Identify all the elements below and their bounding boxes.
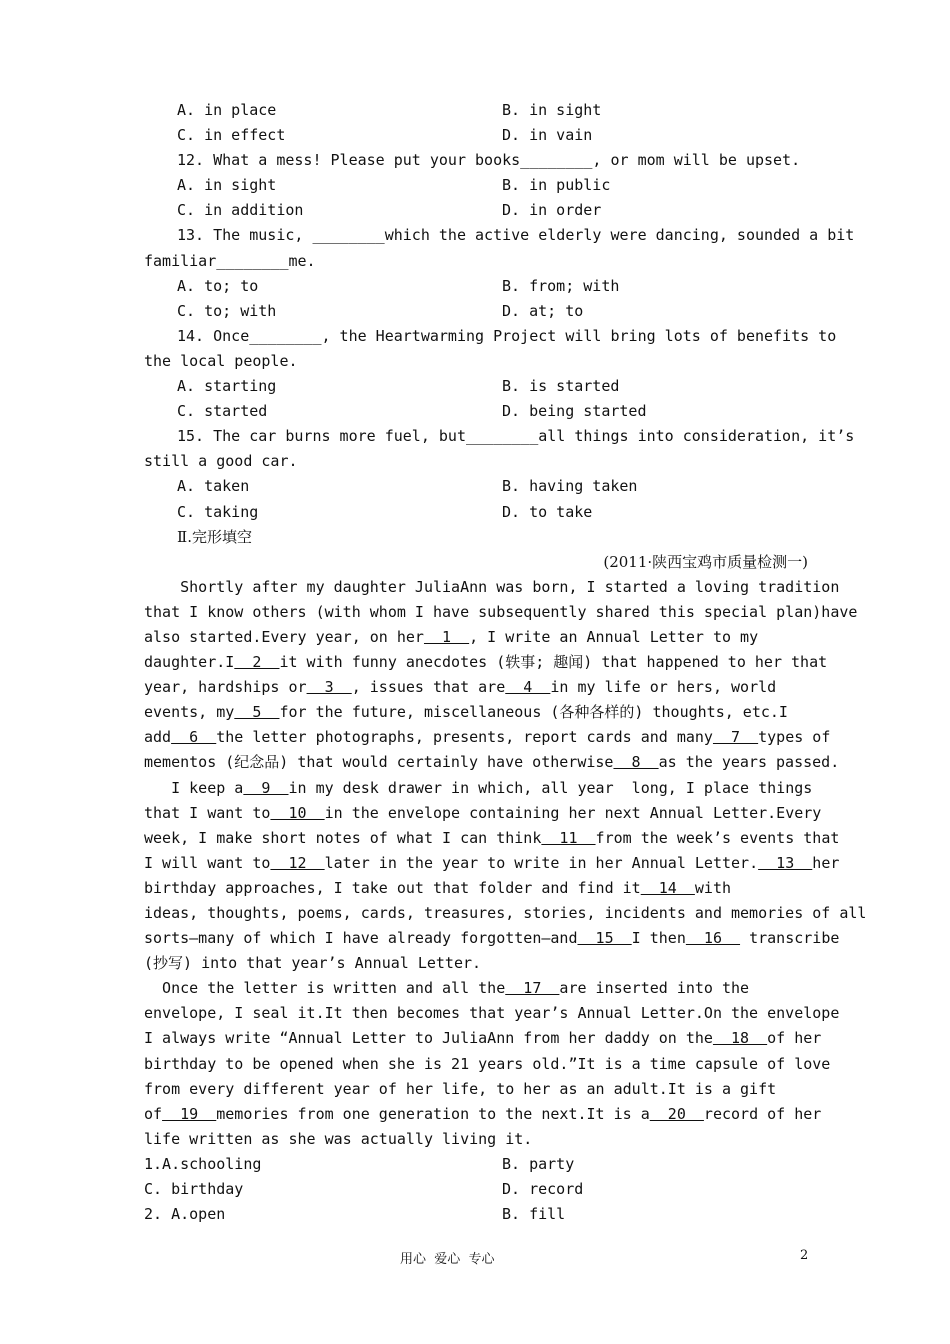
passage-text: events, my xyxy=(144,703,235,722)
passage-text: also started.Every year, on her xyxy=(144,627,424,646)
passage-text: transcribe xyxy=(740,929,840,948)
q14-options-row-1 xyxy=(144,374,808,399)
q13-option-a: A. to; to xyxy=(177,276,259,295)
passage-text: for the future, miscellaneous (各种各样的) thoughts, etc.I xyxy=(279,703,788,722)
answer-1-option-c: C. birthday xyxy=(144,1180,244,1199)
passage-line xyxy=(144,700,808,725)
passage-text: daughter.I xyxy=(144,653,235,672)
passage-text: envelope, I seal it.It then becomes that year’s Annual Letter.On the envelope xyxy=(144,1004,840,1023)
q13-options-row-2 xyxy=(144,299,808,324)
passage-line xyxy=(144,675,808,700)
passage-text: , I write an Annual Letter to my xyxy=(469,627,759,646)
passage-text: week, I make short notes of what I can think xyxy=(144,828,542,847)
passage-text: that I want to xyxy=(144,803,271,822)
q14-option-d: D. being started xyxy=(502,402,647,421)
passage-text: I will want to xyxy=(144,853,271,872)
passage-text: birthday to be opened when she is 21 years old.”It is a time capsule of love xyxy=(144,1054,831,1073)
q12-options-row-1 xyxy=(144,173,808,198)
passage-line xyxy=(144,926,840,951)
passage-text: from the week’s events that xyxy=(595,828,840,847)
passage-line xyxy=(144,876,808,901)
passage-line xyxy=(144,725,831,750)
cloze-blank: 15 xyxy=(577,929,632,948)
cloze-blank: 16 xyxy=(685,929,741,948)
q13-option-d: D. at; to xyxy=(502,301,584,320)
passage-line xyxy=(144,600,858,625)
passage-text: ideas, thoughts, poems, cards, treasures, stories, incidents and memories of all xyxy=(144,904,867,922)
passage-line xyxy=(144,1001,840,1026)
q15-option-a: A. taken xyxy=(177,477,250,496)
passage-text: I always write “Annual Letter to JuliaAnn from her daddy on the xyxy=(144,1029,713,1048)
q11-option-d: D. in vain xyxy=(502,126,593,145)
passage-line xyxy=(144,776,813,801)
section-title: Ⅱ.完形填空 xyxy=(177,527,252,546)
q12-option-b: B. in public xyxy=(502,176,611,195)
passage-text: in the envelope containing her next Annual Letter.Every xyxy=(324,803,822,822)
passage-text: of her xyxy=(767,1029,822,1048)
cloze-blank: 3 xyxy=(306,678,352,697)
cloze-blank: 20 xyxy=(649,1104,704,1123)
passage-line xyxy=(144,851,840,876)
q12-option-d: D. in order xyxy=(502,201,602,220)
passage-text: sorts—many of which I have already forgotten—and xyxy=(144,929,578,948)
document-page xyxy=(144,98,867,1227)
passage-text: record of her xyxy=(703,1104,822,1123)
q11-option-c: C. in effect xyxy=(177,126,286,145)
passage-text: birthday approaches, I take out that folder and find it xyxy=(144,878,641,897)
answer-1-option-d: D. record xyxy=(502,1180,584,1199)
q11-option-a: A. in place xyxy=(177,101,277,119)
cloze-blank: 12 xyxy=(270,853,325,872)
passage-text: from every different year of her life, to her as an adult.It is a gift xyxy=(144,1079,777,1098)
passage-text: it with funny anecdotes (轶事; 趣闻) that happened to her that xyxy=(279,653,828,672)
q11-options-row-2 xyxy=(144,123,808,148)
q12-option-c: C. in addition xyxy=(177,201,304,220)
passage-line xyxy=(144,1127,808,1152)
q13-options-row-1 xyxy=(144,274,808,299)
passage-line xyxy=(144,1026,822,1051)
q13-option-b: B. from; with xyxy=(502,276,620,295)
answer-1-row-1 xyxy=(144,1152,808,1177)
cloze-blank: 11 xyxy=(541,828,596,847)
cloze-blank: 17 xyxy=(505,979,560,998)
passage-text: memories from one generation to the next.It is a xyxy=(216,1104,650,1123)
page-number: 2 xyxy=(800,1248,809,1263)
q14-option-b: B. is started xyxy=(502,377,620,396)
source-citation: (2011·陕西宝鸡市质量检测一) xyxy=(603,552,808,571)
passage-text: mementos (纪念品) that would certainly have otherwise xyxy=(144,753,614,772)
cloze-blank: 19 xyxy=(162,1104,217,1123)
cloze-blank: 7 xyxy=(712,728,759,747)
passage-text: in my desk drawer in which, all year long, I place things xyxy=(288,778,813,797)
q12-option-a: A. in sight xyxy=(177,176,277,195)
cloze-blank: 1 xyxy=(423,627,470,646)
q15-stem-line2: still a good car. xyxy=(144,452,298,471)
q13-stem-line1: 13. The music, ________which the active elderly were dancing, sounded a bit xyxy=(177,226,855,245)
passage-text: are inserted into the xyxy=(559,979,750,998)
passage-text: of xyxy=(144,1104,163,1123)
passage-text: year, hardships or xyxy=(144,678,307,697)
passage-text: I keep a xyxy=(144,778,244,797)
passage-line xyxy=(144,650,828,675)
answer-1-option-a: 1.A.schooling xyxy=(144,1154,262,1173)
q13-stem-line2: familiar________me. xyxy=(144,251,316,270)
passage-line xyxy=(144,625,808,650)
answer-1-option-b: B. party xyxy=(502,1154,575,1173)
passage-text: Once the letter is written and all the xyxy=(144,979,506,998)
cloze-blank: 18 xyxy=(712,1029,768,1048)
q12-stem: 12. What a mess! Please put your books________, or mom will be upset. xyxy=(177,151,801,170)
passage-text: I then xyxy=(631,929,686,948)
q11-option-b: B. in sight xyxy=(502,101,602,119)
answer-2-option-b: B. fill xyxy=(502,1205,566,1224)
answer-1-row-2 xyxy=(144,1177,808,1202)
q15-options-row-2 xyxy=(144,500,808,525)
answer-2-row-1 xyxy=(144,1202,808,1227)
q14-options-row-2 xyxy=(144,399,808,424)
passage-line xyxy=(144,801,822,826)
q15-option-c: C. taking xyxy=(177,502,259,521)
passage-line xyxy=(144,901,867,926)
cloze-blank: 13 xyxy=(758,853,813,872)
q13-option-c: C. to; with xyxy=(177,301,277,320)
q11-options-row-1 xyxy=(144,98,808,123)
q14-stem-line2: the local people. xyxy=(144,351,298,370)
passage-text: , issues that are xyxy=(351,678,506,697)
passage-line xyxy=(144,1102,822,1127)
cloze-passage xyxy=(144,575,867,1152)
passage-text: add xyxy=(144,728,172,747)
passage-text: with xyxy=(694,878,732,897)
footer-motto: 用心 爱心 专心 xyxy=(400,1252,495,1267)
answer-2-option-a: 2. A.open xyxy=(144,1205,226,1224)
passage-line xyxy=(144,575,840,600)
passage-text: the letter photographs, presents, report cards and many xyxy=(216,728,713,747)
q12-options-row-2 xyxy=(144,198,808,223)
cloze-blank: 14 xyxy=(640,878,695,897)
passage-text: as the years passed. xyxy=(658,753,840,772)
cloze-blank: 8 xyxy=(613,753,659,772)
passage-line xyxy=(144,750,840,775)
passage-text: Shortly after my daughter JuliaAnn was born, I started a loving tradition xyxy=(144,577,840,596)
passage-text: later in the year to write in her Annual Letter. xyxy=(324,853,759,872)
passage-text: her xyxy=(812,853,840,872)
passage-line xyxy=(144,976,808,1001)
cloze-blank: 10 xyxy=(270,803,325,822)
q15-options-row-1 xyxy=(144,474,808,499)
cloze-blank: 9 xyxy=(243,778,289,797)
passage-line xyxy=(144,1052,831,1077)
passage-text: that I know others (with whom I have subsequently shared this special plan)have xyxy=(144,602,858,621)
cloze-blank: 5 xyxy=(234,703,280,722)
cloze-blank: 2 xyxy=(234,653,280,672)
q14-option-a: A. starting xyxy=(177,377,277,396)
q14-option-c: C. started xyxy=(177,402,268,421)
q14-stem-line1: 14. Once________, the Heartwarming Project will bring lots of benefits to xyxy=(177,326,837,345)
passage-line xyxy=(144,1077,808,1102)
passage-text: in my life or hers, world xyxy=(550,678,777,697)
q15-option-d: D. to take xyxy=(502,502,593,521)
q15-option-b: B. having taken xyxy=(502,477,638,496)
passage-text: (抄写) into that year’s Annual Letter. xyxy=(144,954,482,973)
passage-line xyxy=(144,826,840,851)
cloze-blank: 4 xyxy=(505,678,551,697)
passage-text: types of xyxy=(758,728,831,747)
passage-line xyxy=(144,951,808,976)
cloze-blank: 6 xyxy=(171,728,217,747)
q15-stem-line1: 15. The car burns more fuel, but________all things into consideration, it’s xyxy=(177,427,855,446)
passage-text: life written as she was actually living it. xyxy=(144,1129,533,1148)
